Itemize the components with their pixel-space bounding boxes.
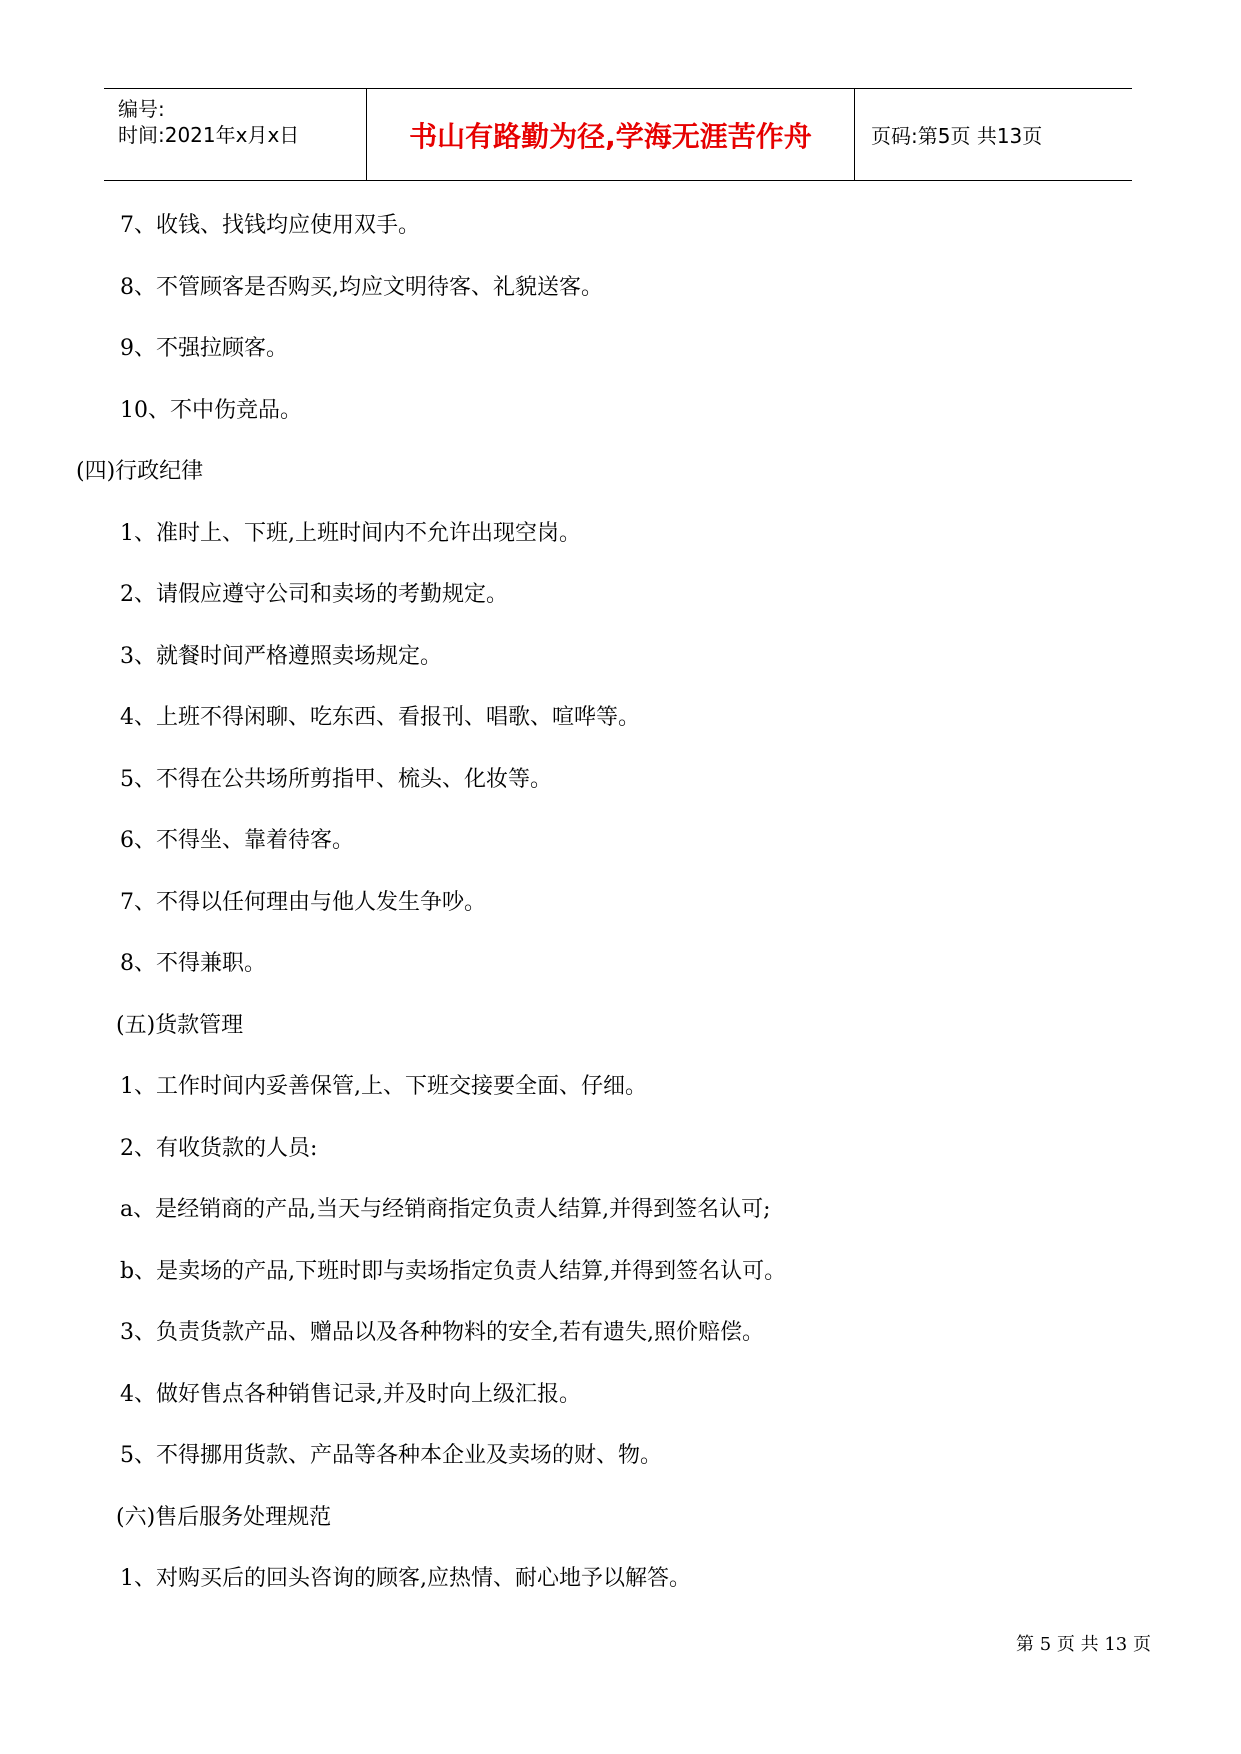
section-heading: (六)售后服务处理规范 xyxy=(116,1505,332,1530)
text-line: 10、不中伤竞品。 xyxy=(120,398,302,423)
section-heading: (四)行政纪律 xyxy=(76,459,204,484)
text-line: 4、做好售点各种销售记录,并及时向上级汇报。 xyxy=(120,1382,581,1407)
text-line: 3、就餐时间严格遵照卖场规定。 xyxy=(120,644,442,669)
text-line: b、是卖场的产品,下班时即与卖场指定负责人结算,并得到签名认可。 xyxy=(120,1259,787,1284)
page-header xyxy=(104,88,1132,181)
text-line: 9、不强拉顾客。 xyxy=(120,336,288,361)
text-line: a、是经销商的产品,当天与经销商指定负责人结算,并得到签名认可; xyxy=(120,1197,771,1222)
text-line: 3、负责货款产品、赠品以及各种物料的安全,若有遗失,照价赔偿。 xyxy=(120,1320,764,1345)
header-page-cell xyxy=(855,89,1132,180)
header-motto-cell xyxy=(366,89,855,180)
text-line: 1、对购买后的回头咨询的顾客,应热情、耐心地予以解答。 xyxy=(120,1566,691,1591)
header-date-label: 时间:2021年x月x日 xyxy=(118,123,300,147)
text-line: 1、工作时间内妥善保管,上、下班交接要全面、仔细。 xyxy=(120,1074,647,1099)
text-line: 7、收钱、找钱均应使用双手。 xyxy=(120,213,420,238)
text-line: 4、上班不得闲聊、吃东西、看报刊、唱歌、喧哗等。 xyxy=(120,705,640,730)
page-footer: 第 5 页 共 13 页 xyxy=(1016,1634,1151,1655)
header-page-info: 页码:第5页 共13页 xyxy=(871,124,1043,148)
text-line: 1、准时上、下班,上班时间内不允许出现空岗。 xyxy=(120,521,581,546)
header-meta xyxy=(104,89,366,180)
text-line: 2、有收货款的人员: xyxy=(120,1136,318,1161)
text-line: 6、不得坐、靠着待客。 xyxy=(120,828,354,853)
text-line: 5、不得在公共场所剪指甲、梳头、化妆等。 xyxy=(120,767,552,792)
section-heading: (五)货款管理 xyxy=(116,1013,244,1038)
text-line: 2、请假应遵守公司和卖场的考勤规定。 xyxy=(120,582,508,607)
header-motto: 书山有路勤为径,学海无涯苦作舟 xyxy=(409,119,812,153)
text-line: 8、不得兼职。 xyxy=(120,951,266,976)
text-line: 8、不管顾客是否购买,均应文明待客、礼貌送客。 xyxy=(120,275,603,300)
text-line: 5、不得挪用货款、产品等各种本企业及卖场的财、物。 xyxy=(120,1443,662,1468)
text-line: 7、不得以任何理由与他人发生争吵。 xyxy=(120,890,486,915)
header-number-label: 编号: xyxy=(118,97,165,121)
